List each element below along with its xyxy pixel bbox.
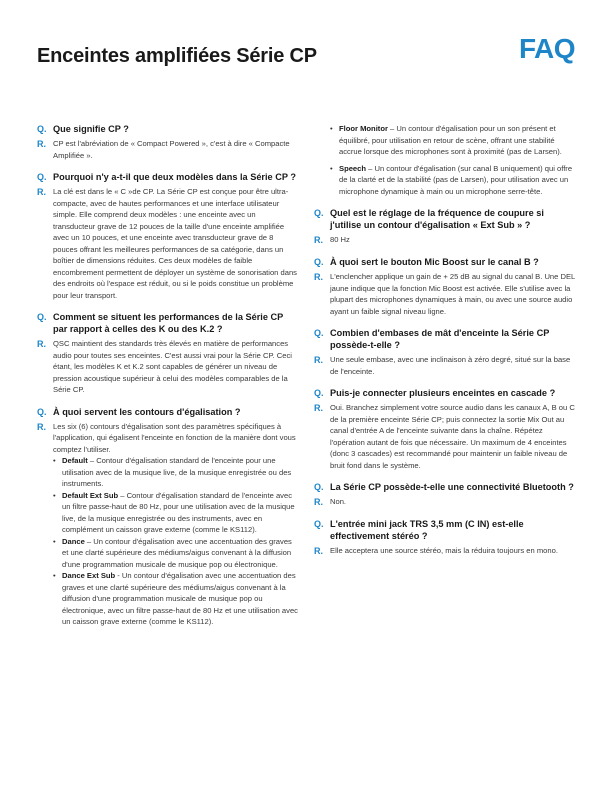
bullet-icon: •	[53, 490, 56, 500]
answer-label: R.	[314, 355, 323, 365]
bullet-term: Default	[62, 456, 88, 465]
qa-item	[314, 387, 576, 471]
answer-text: Non.	[330, 497, 347, 506]
question-label: Q.	[314, 519, 324, 529]
answer-label: R.	[314, 235, 323, 245]
qa-item	[314, 256, 576, 317]
answer-label: R.	[314, 546, 323, 556]
question-text: L'entrée mini jack TRS 3,5 mm (C IN) est-elle effectivement stéréo ?	[330, 519, 524, 541]
bullet-icon: •	[330, 124, 333, 133]
bullet-term: Default Ext Sub	[62, 490, 119, 500]
right-column	[314, 123, 576, 567]
question-text: Puis-je connecter plusieurs enceintes en cascade ?	[330, 388, 556, 398]
bullet-text: – Contour d'égalisation standard de l'enceinte avec un filtre passe-haut de 80 Hz, pour une utilisation avec de la musique live, de la musique enregistrée ou des instruments, avec en complément un caisson grave externe (comme le KS112).	[62, 490, 295, 534]
bullet-icon: •	[53, 536, 56, 546]
bullet-term: Dance	[62, 536, 85, 546]
question-text: Quel est le réglage de la fréquence de coupure si j'utilise un contour d'égalisation « Ext Sub » ?	[330, 208, 544, 230]
question-label: Q.	[314, 257, 324, 267]
bullet-icon: •	[330, 163, 333, 173]
question-text: Pourquoi n'y a-t-il que deux modèles dans la Série CP ?	[53, 172, 296, 182]
question-text: Combien d'embases de mât d'enceinte la Série CP possède-t-elle ?	[330, 328, 550, 350]
bullet-icon: •	[53, 456, 56, 465]
bullet-text: – Contour d'égalisation standard de l'enceinte pour une utilisation avec de la musique live, de la musique enregistrée ou des instruments.	[62, 456, 292, 488]
qa-item	[37, 311, 299, 396]
answer-label: R.	[37, 139, 46, 149]
bullet-term: Speech	[339, 163, 367, 173]
question-label: Q.	[37, 124, 47, 134]
answer-label: R.	[37, 421, 46, 432]
question-label: Q.	[314, 208, 324, 218]
bullet-icon: •	[53, 571, 56, 580]
left-column	[37, 123, 299, 638]
answer-text: Elle acceptera une source stéréo, mais la réduira toujours en mono.	[330, 546, 558, 555]
question-text: Que signifie CP ?	[53, 124, 129, 134]
qa-item	[314, 207, 576, 246]
question-label: Q.	[37, 312, 47, 322]
answer-text: CP est l'abréviation de « Compact Powered », c'est à dire « Compacte Amplifiée ».	[53, 139, 290, 160]
bullet-text: - Un contour d'égalisation avec une accentuation des graves et une clarté supérieure des médiums/aigus convenant à la diffusion d'une programmation musicale de musique pop ou électronique, avec un filtre passe-haut de 80 Hz et une utilisation avec un caisson grave externe (comme le KS112).	[62, 571, 298, 626]
question-label: Q.	[37, 172, 47, 182]
bullet-term: Dance Ext Sub	[62, 571, 116, 580]
list-item	[53, 536, 299, 571]
faq-badge: FAQ	[518, 33, 575, 64]
question-label: Q.	[314, 328, 324, 338]
bullet-term: Floor Monitor	[339, 124, 388, 133]
answer-label: R.	[314, 497, 323, 507]
question-text: Comment se situent les performances de la Série CP par rapport à celles des K ou des K.2 ?	[53, 312, 284, 334]
qa-item	[37, 171, 299, 301]
page-title: Enceintes amplifiées Série CP	[37, 45, 317, 67]
qa-item	[314, 481, 576, 508]
qa-item	[314, 518, 576, 557]
bullet-text: – Un contour d'égalisation avec une accentuation des graves et une clarté supérieure des médiums/aigus convenant à la diffusion d'une programmation musicale de musique pop ou électronique.	[62, 536, 292, 569]
answer-text: Les six (6) contours d'égalisation sont des paramètres spécifiques à l'application, qui égalisent l'enceinte en fonction de la manière dont vous comptez l'utiliser.	[53, 421, 296, 454]
list-item	[330, 163, 576, 198]
answer-text: L'enclencher applique un gain de + 25 dB au signal du canal B. Une DEL jaune indique que la fonction Mic Boost est activée. Elle s'utilise avec la plupart des microphones dynamiques à main, ou avec une source audio ayant un faible signal niveau ligne.	[330, 272, 575, 316]
qa-item	[314, 327, 576, 377]
bullet-text: – Un contour d'égalisation (sur canal B uniquement) qui offre de la clarté et de la stabilité (pas de Larsen), pour utilisation avec un microphone dynamique à main ou un microphone serre-tête.	[339, 163, 573, 196]
answer-text: Oui. Branchez simplement votre source audio dans les canaux A, B ou C de la première enceinte Série CP; puis connectez la sortie Mix Out au canal d'entrée A de l'enceinte suivante dans la chaîne. Répétez l'opération autant de fois que nécessaire. Un maximum de 4 enceintes (donc 3 cascades) est recommandé pour maintenir un faible niveau de bruit fond dans le système.	[330, 403, 575, 470]
eq-contour-list	[37, 455, 299, 628]
answer-label: R.	[314, 403, 323, 413]
list-item	[53, 570, 299, 628]
answer-text: La clé est dans le « C »de CP. La Série CP est conçue pour être ultra-compacte, avec de hautes performances et une interface utilisateur simple. Elle comprend deux modèles : une enceinte avec un transducteur grave de 12 pouces de la taille d'une enceinte amplifiée avec un 10 pouces, et une enceinte avec transducteur grave de 8 pouces offrant les meilleures performances de sa catégorie, dans un boîtier de dimensions réduites. Ces deux modèles de faible encombrement permettent de déployer un système de sonorisation dans des endroits où l'espace est réduit, ou si le poids constitue un problème pour leur transport.	[53, 187, 297, 300]
question-label: Q.	[37, 406, 47, 417]
answer-label: R.	[314, 272, 323, 282]
answer-label: R.	[37, 339, 46, 349]
question-label: Q.	[314, 388, 324, 398]
qa-item	[37, 123, 299, 161]
eq-contour-list-continued	[314, 123, 576, 197]
question-text: À quoi servent les contours d'égalisation ?	[53, 406, 241, 417]
list-item	[53, 455, 299, 490]
list-item	[53, 490, 299, 536]
bullet-text: – Un contour d'égalisation pour un son présent et équilibré, pour utilisation en retour de scène, offrant une stabilité accrue lorsque des microphones sont à proximité (pas de Larsen).	[339, 124, 562, 156]
answer-text: QSC maintient des standards très élevés en matière de performances audio pour toutes ses enceintes. C'est aussi vrai pour la Série CP. Ceci étant, les modèles K et K.2 sont capables de générer un niveau de pression acoustique supérieur à celui des modèles comparables de la Série CP.	[53, 339, 292, 394]
answer-text: Une seule embase, avec une inclinaison à zéro degré, situé sur la base de l'enceinte.	[330, 355, 571, 376]
question-text: À quoi sert le bouton Mic Boost sur le canal B ?	[330, 257, 539, 267]
answer-label: R.	[37, 187, 46, 197]
qa-item	[37, 406, 299, 628]
question-label: Q.	[314, 482, 324, 492]
question-text: La Série CP possède-t-elle une connectivité Bluetooth ?	[330, 482, 574, 492]
answer-text: 80 Hz	[330, 235, 350, 244]
list-item	[330, 123, 576, 158]
